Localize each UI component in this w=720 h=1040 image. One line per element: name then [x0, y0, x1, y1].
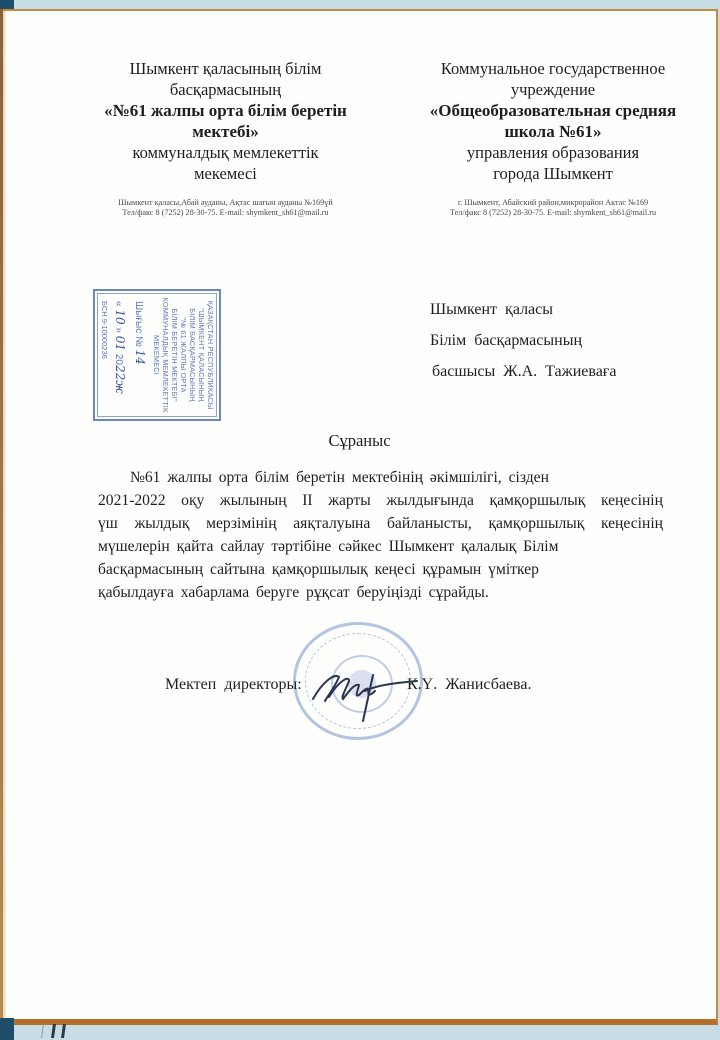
addressee-line3: басшысы Ж.А. Тажиеваға [432, 363, 617, 380]
letterhead-kz-line1: Шымкент қаласының білім [129, 59, 322, 78]
letterhead-kz-school-name-cont: мектебі» [192, 122, 259, 141]
stamp-outgoing-label: Шығыс № [133, 301, 144, 347]
stamp-date-year-suffix: 22ж [113, 364, 127, 394]
stamp-outgoing-value: 14 [133, 349, 147, 365]
letterhead-kz-line5: коммуналдық мемлекеттік [132, 143, 319, 162]
stamp-org-line: ҚАЗАҚСТАН РЕСПУБЛИКАСЫ [206, 300, 215, 410]
letterhead-ru-school-name: «Общеобразовательная средняя [429, 101, 677, 120]
addressee-line1: Шымкент қаласы [430, 301, 553, 318]
stamp-org-line: БІЛІМ БЕРЕТІН МЕКТЕБІ" [170, 308, 179, 402]
letterhead-ru-line1: Коммунальное государственное [440, 59, 666, 78]
stamp-org-line: КОММУНАЛДЫҚ МЕМЛЕКЕТТІК [161, 297, 170, 413]
stamp-date-month: 01 [113, 335, 127, 352]
letterhead-kz-school-name: «№61 жалпы орта білім беретін [104, 101, 347, 120]
body-line: үш жылдық мерзімінің аяқталуына байланысты, қамқоршылық кеңесінің [98, 515, 663, 532]
addressee-block [430, 294, 616, 387]
body-line: №61 жалпы орта білім беретін мектебінің әкімшілігі, сізден [130, 469, 549, 486]
stamp-date: « 10 » 01 2022ж [113, 301, 127, 394]
stamp-outgoing-number [132, 293, 146, 417]
stamp-org-line: БІЛІМ БАСҚАРМАСЫНЫҢ [188, 308, 197, 402]
letterhead-ru-address: г. Шымкент, Абайский район,микрорайон Актас №169 [457, 198, 649, 207]
letterhead-ru-line6: города Шымкент [493, 164, 613, 183]
body-line: басқармасының сайтына қамқоршылық кеңесі құрамын үміткер [98, 561, 539, 578]
body-line: қабылдауға хабарлама беруге рұқсат беруіңізді сұрайды. [98, 584, 489, 601]
window-bottom-tab [0, 1018, 14, 1040]
letterhead-ru-line5: управления образования [466, 143, 640, 162]
stamp-date-year-prefix: 20 [113, 353, 124, 365]
letterhead-kz-line6: мекемесі [194, 164, 257, 183]
letterhead-kz-contact: Тел/факс 8 (7252) 28-30-75. E-mail: shymkent_sh61@mail.ru [122, 208, 329, 217]
letterhead-russian [408, 58, 698, 218]
director-name: К.Ү. Жанисбаева. [407, 676, 532, 693]
stamp-org-line: МЕКЕМЕСІ [152, 335, 161, 375]
letterhead-ru-contact: Тел/факс 8 (7252) 28-30-75. E-mail: shymkent_sh61@mail.ru [449, 208, 657, 217]
letterhead-ru-line2: учреждение [510, 80, 596, 99]
document-title: Сұраныс [328, 431, 391, 450]
stamp-bin: БСН 9-10000236 [100, 301, 109, 359]
handwritten-signature [305, 651, 425, 731]
letterhead-kz-line2: басқармасының [169, 80, 282, 99]
background-marks [52, 1022, 72, 1038]
stamp-org-line: "№ 61 ЖАЛПЫ ОРТА [179, 317, 188, 393]
letterhead-ru-address-block [408, 198, 698, 218]
letterhead-ru-school-name-cont: школа №61» [504, 122, 602, 141]
stamp-org-lines [152, 293, 215, 417]
body-line: мүшелерін қайта сайлау тәртібіне сәйкес Шымкент қалалық Білім [98, 538, 559, 555]
letterhead-kazakh [93, 58, 358, 218]
stamp-content [97, 293, 217, 417]
document-page [3, 9, 718, 1025]
director-label: Мектеп директоры: [165, 676, 302, 693]
window-corner-tab [0, 0, 14, 9]
registration-stamp [93, 289, 221, 421]
stamp-org-line: "ШЫМКЕНТ ҚАЛАСЫНЫҢ [197, 308, 206, 402]
body-line: 2021-2022 оқу жылының II жарты жылдығында қамқоршылық кеңесінің [98, 492, 663, 509]
letterhead-kz-address-block [93, 198, 358, 218]
letterhead-kz-address: Шымкент қаласы,Абай ауданы, Ақтас шағын ауданы №169үй [118, 198, 333, 207]
signature-line [165, 676, 532, 694]
stamp-date-day: 10 [113, 309, 127, 325]
request-body [98, 466, 663, 604]
addressee-line2: Білім басқармасының [430, 332, 583, 349]
